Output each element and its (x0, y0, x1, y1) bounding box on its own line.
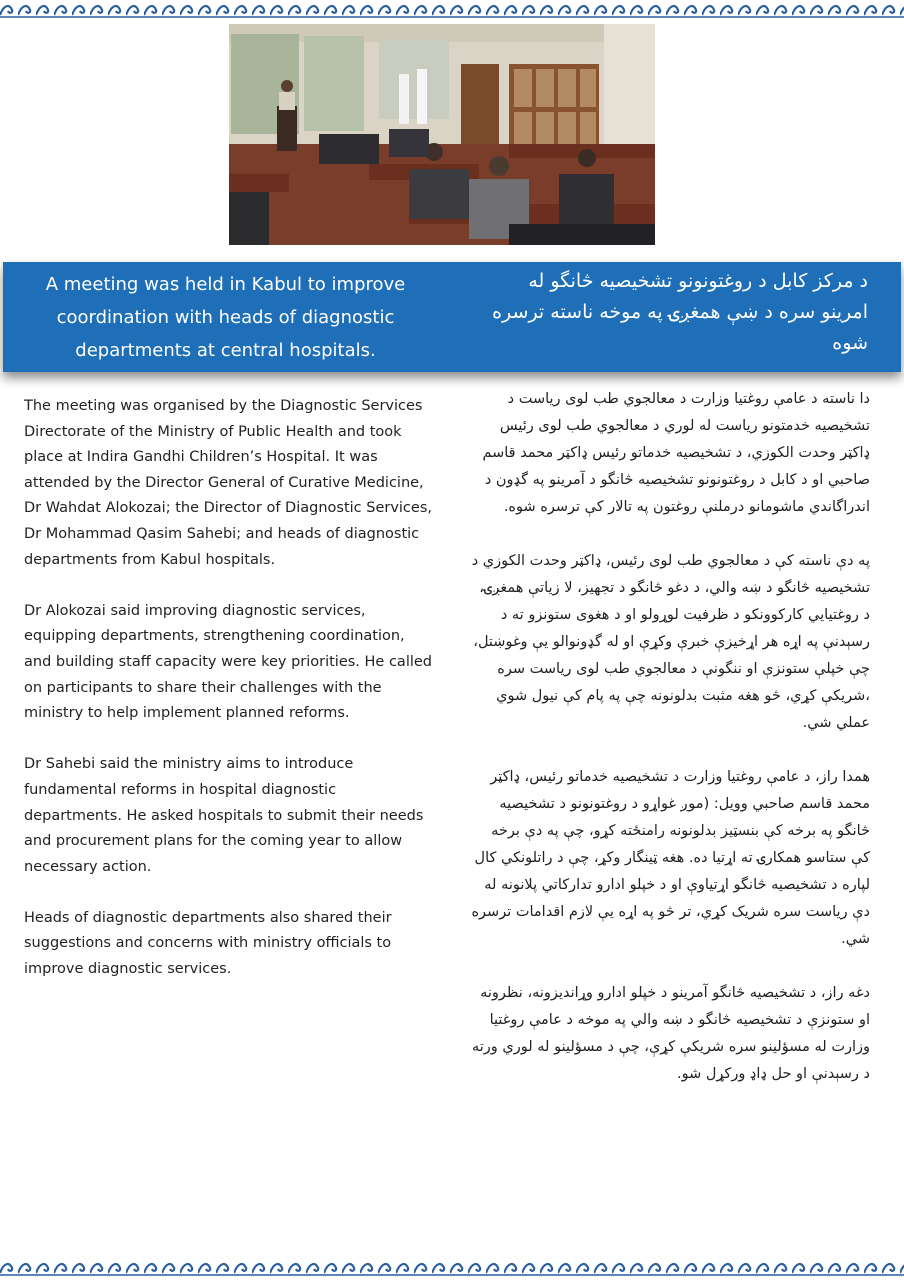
pashto-paragraph: په دې ناسته کې د معالجوي طب لوی رئیس، ډاکټر وحدت الکوزي د تشخیصیه څانگو د ښه والي، د دغو څانگو د تجهیز، لا زیاتې همغږۍ، د روغتیایي کارکوونکو د ظرفیت لوړولو او د هغوی ستونزو ته د رسېدنې په اړه هر اړخیزې خبرې وکړې او له گډونوالو یې وغوښتل، چې خپلې ستونزې او ننگونې د معالجوي طب لوی ریاست سره ،شریکې کړي، څو هغه مثبت بدلونونه چې په پام کې نیول شوي عملي شي. (471, 553, 870, 731)
english-paragraph: Heads of diagnostic departments also shared their suggestions and concerns with ministry officials to improve diagnostic services. (24, 909, 392, 978)
english-paragraph: Dr Sahebi said the ministry aims to introduce fundamental reforms in hospital diagnostic departments. He asked hospitals to submit their needs and procurement plans for the coming year to allow necessary action. (24, 756, 424, 875)
meeting-photo (229, 24, 655, 245)
pashto-headline: د مرکز کابل د روغتونونو تشخیصیه څانگو له امرینو سره د ښې همغږۍ په موخه ناسته ترسره شوه (492, 270, 868, 354)
pashto-paragraph: دا ناسته د عامې روغتیا وزارت د معالجوي طب لوی ریاست د تشخیصیه خدمتونو ریاست له لوري د معالجوي طب لوی رئیس ډاکټر وحدت الکوزي، د تشخیصیه خدماتو رئیس ډاکټر محمد قاسم صاحبي او د کابل د روغتونونو تشخیصیه څانگو د آمرینو په گډون د اندراگاندي ماشومانو درملنې روغتون په تالار کې ترسره شوه. (482, 391, 870, 515)
pashto-paragraph: دغه راز، د تشخیصیه څانگو آمرینو د خپلو ادارو وړاندیزونه، نظرونه او ستونزې د تشخیصیه څانگو د ښه والي په موخه د عامې روغتیا وزارت له مسؤلینو سره شریکې کړې، چې د مسؤلینو له لوري ورته د رسېدنې او حل ډاډ ورکړل شو. (471, 985, 870, 1082)
bottom-decorative-border (0, 1258, 904, 1278)
english-paragraph: The meeting was organised by the Diagnostic Services Directorate of the Ministry of Public Health and took place at Indira Gandhi Children’s Hospital. It was attended by the Director General of Curative Medicine, Dr Wahdat Alokozai; the Director of Diagnostic Services, Dr Mohammad Qasim Sahebi; and heads of diagnostic departments from Kabul hospitals. (24, 398, 432, 568)
english-paragraph: Dr Alokozai said improving diagnostic services, equipping departments, strengthening coordination, and building staff capacity were key priorities. He called on participants to share their challenges with the ministry to help implement planned reforms. (24, 602, 433, 722)
title-banner (3, 262, 901, 372)
pashto-paragraph: همدا راز، د عامې روغتیا وزارت د تشخیصیه خدماتو رئیس، ډاکټر محمد قاسم صاحبي وویل: (موږ غواړو د روغتونونو د تشخیصیه څانگو په برخه کې بنسټیز بدلونونه رامنځته کړو، چې په دې برخه کې ستاسو همکارۍ ته اړتیا ده. هغه ټینگار وکړ، چې د راتلونکي کال لپاره د تشخیصیه څانگو اړتیاوې او د خپلو ادارو تدارکاتي پلانونه له دې ریاست سره شریک کړي، تر څو په اړه یې لازم اقدامات ترسره شي. (471, 769, 870, 947)
pashto-article-column (470, 386, 870, 1115)
top-decorative-border (0, 0, 904, 20)
english-headline: A meeting was held in Kabul to improve coordination with heads of diagnostic departments at central hospitals. (45, 274, 406, 361)
english-article-column (24, 394, 434, 1008)
